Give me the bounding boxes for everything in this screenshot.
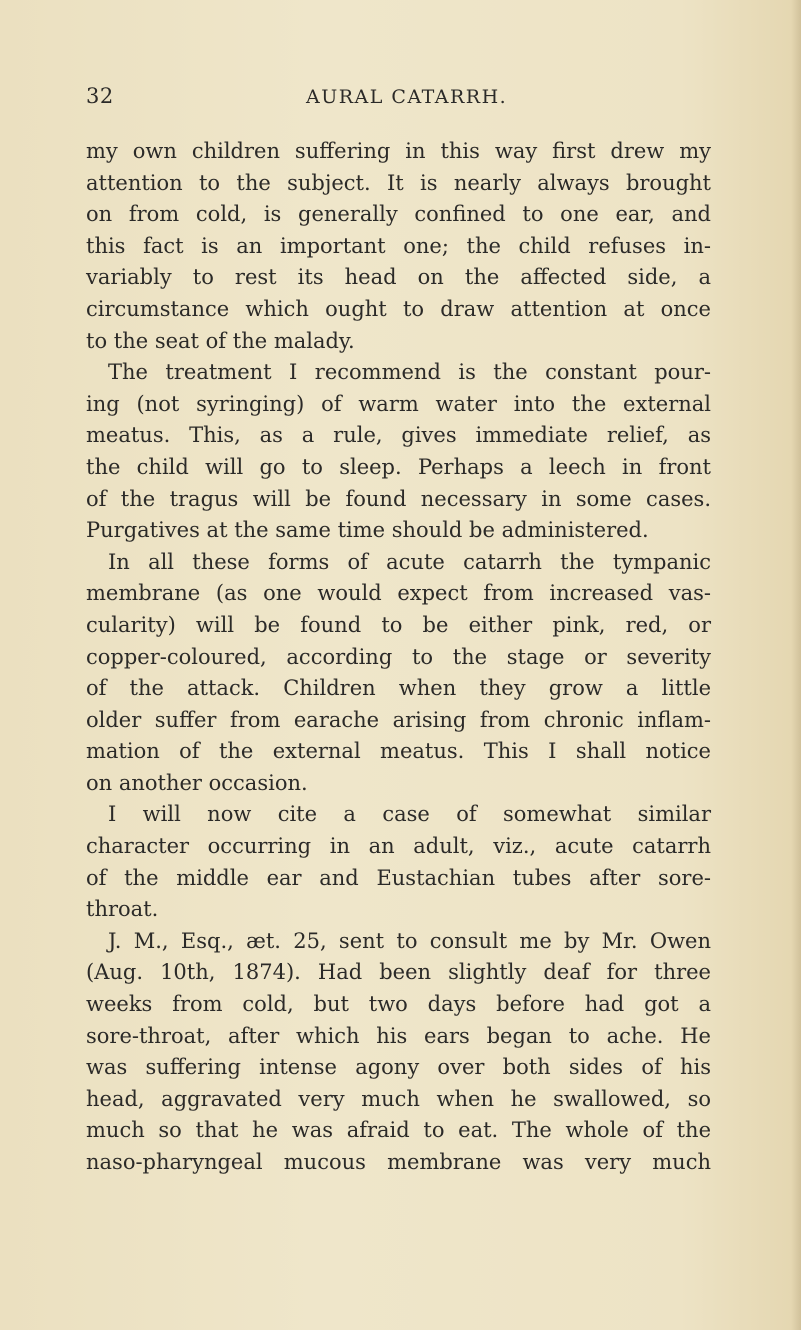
text-line: of the middle ear and Eustachian tubes after sore- xyxy=(86,865,711,890)
text-line: head, aggravated very much when he swallowed, so xyxy=(86,1086,711,1111)
text-line: ing (not syringing) of warm water into the external xyxy=(86,391,711,416)
body-text xyxy=(86,136,711,1179)
page-edge-shadow xyxy=(791,0,801,1330)
text-line: copper-coloured, according to the stage or severity xyxy=(86,644,711,669)
page-header xyxy=(86,84,716,112)
text-line: much so that he was afraid to eat. The whole of the xyxy=(86,1118,711,1143)
text-line: The treatment I recommend is the constant pour- xyxy=(108,360,711,385)
text-line: to the seat of the malady. xyxy=(86,328,355,353)
text-line: the child will go to sleep. Perhaps a leech in front xyxy=(86,454,711,479)
text-line: (Aug. 10th, 1874). Had been slightly deaf for three xyxy=(86,960,711,985)
text-line: I will now cite a case of somewhat similar xyxy=(108,802,711,827)
text-line: throat. xyxy=(86,897,159,922)
text-line: of the tragus will be found necessary in some cases. xyxy=(86,486,711,511)
text-line: cularity) will be found to be either pink, red, or xyxy=(86,612,711,637)
text-line: Purgatives at the same time should be administered. xyxy=(86,518,649,543)
text-line: variably to rest its head on the affected side, a xyxy=(86,265,711,290)
text-line: my own children suffering in this way first drew my xyxy=(86,139,711,163)
page-number: 32 xyxy=(86,84,114,108)
text-line: In all these forms of acute catarrh the tympanic xyxy=(108,549,711,574)
text-line: older suffer from earache arising from chronic inflam- xyxy=(86,707,711,732)
text-line: on another occasion. xyxy=(86,770,308,795)
text-line: of the attack. Children when they grow a little xyxy=(86,676,711,701)
text-line: membrane (as one would expect from increased vas- xyxy=(86,581,711,606)
text-line: naso-pharyngeal mucous membrane was very much xyxy=(86,1150,711,1174)
text-line: mation of the external meatus. This I shall notice xyxy=(86,739,711,764)
text-line: character occurring in an adult, viz., acute catarrh xyxy=(86,834,711,859)
text-line: on from cold, is generally confined to one ear, and xyxy=(86,202,711,227)
running-head: AURAL CATARRH. xyxy=(306,86,508,108)
text-line: sore-throat, after which his ears began to ache. He xyxy=(86,1023,711,1048)
text-line: circumstance which ought to draw attention at once xyxy=(86,296,711,321)
text-line: this fact is an important one; the child refuses in- xyxy=(86,233,711,258)
text-line: J. M., Esq., æt. 25, sent to consult me by Mr. Owen xyxy=(108,928,711,953)
text-line: was suffering intense agony over both sides of his xyxy=(86,1055,711,1080)
text-line: weeks from cold, but two days before had got a xyxy=(86,992,711,1017)
text-line: meatus. This, as a rule, gives immediate relief, as xyxy=(86,423,711,448)
text-line: attention to the subject. It is nearly always brought xyxy=(86,170,711,195)
